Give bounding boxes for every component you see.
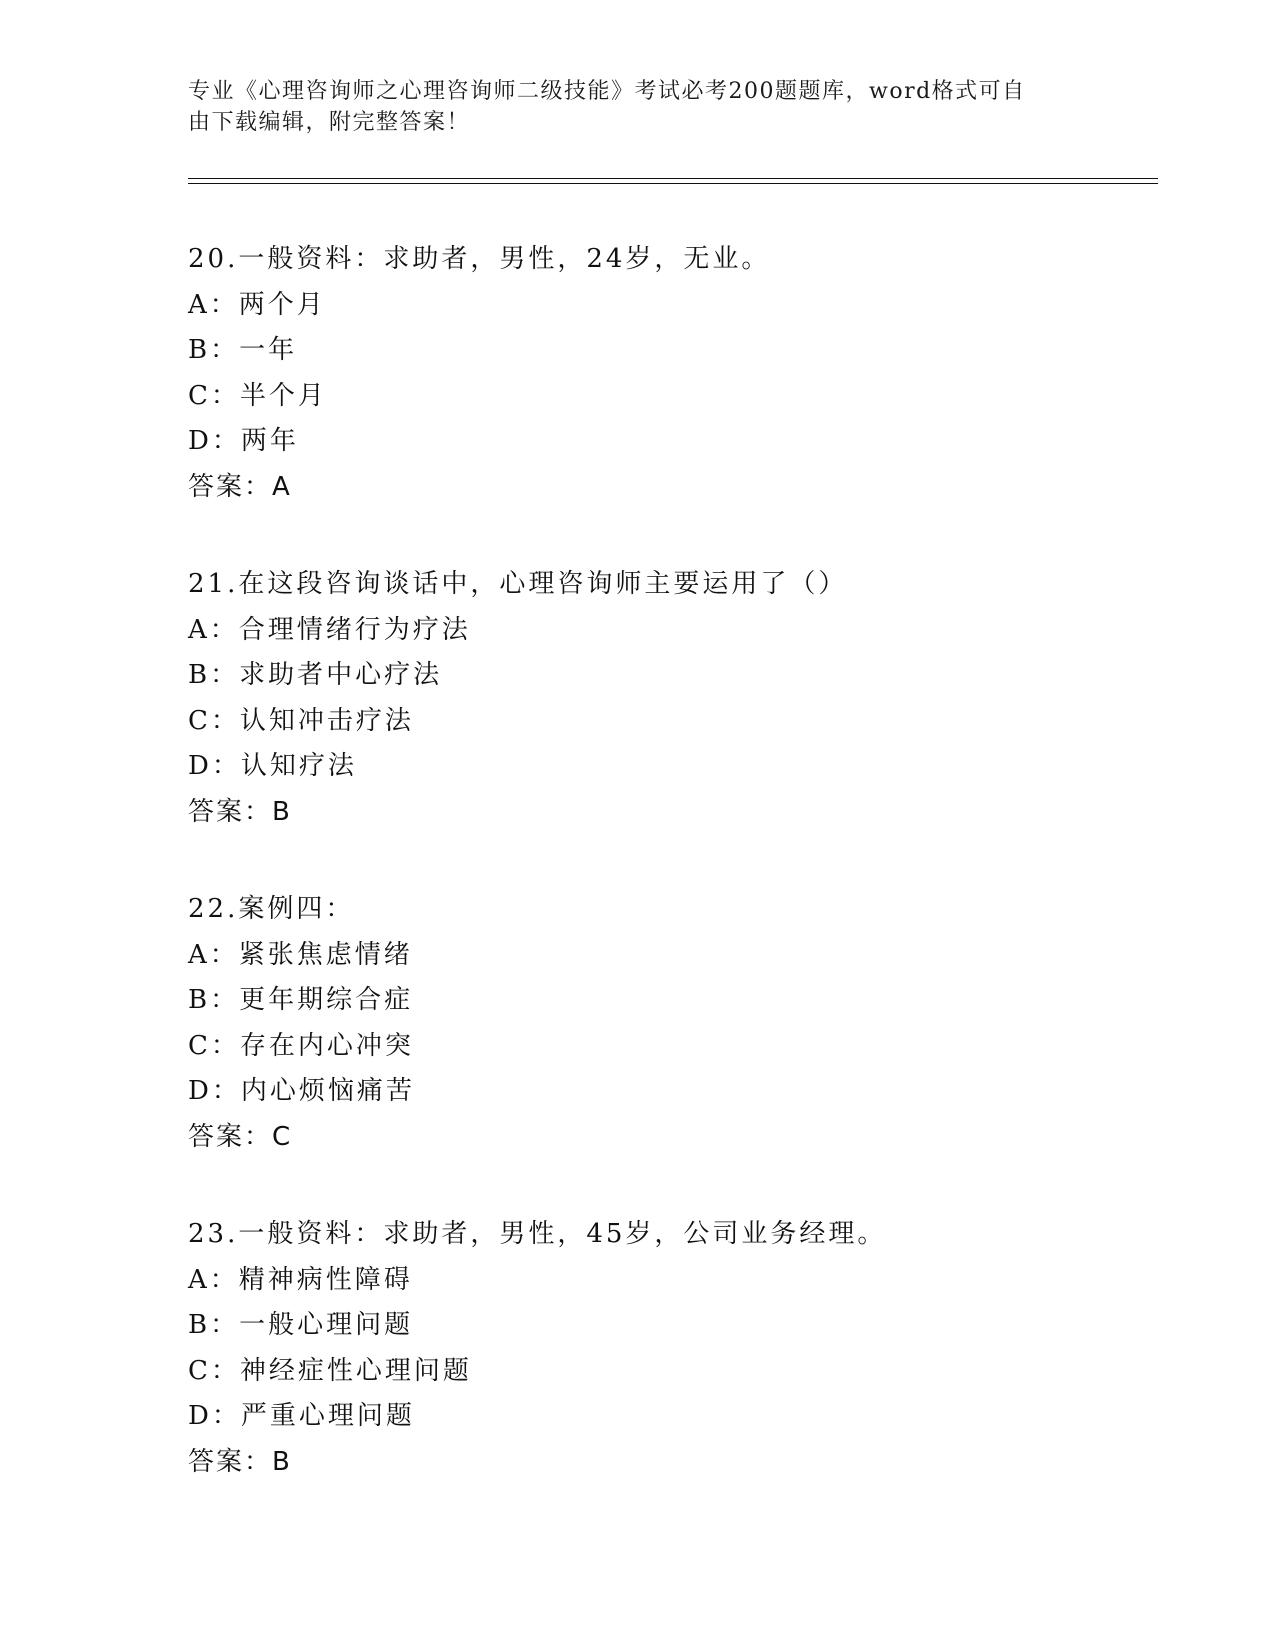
answer-line: 答案：B bbox=[188, 1446, 292, 1477]
option-a: A：紧张焦虑情绪 bbox=[188, 939, 413, 970]
header-divider-bottom bbox=[188, 183, 1158, 184]
answer-line: 答案：B bbox=[188, 796, 292, 827]
option-c: C：半个月 bbox=[188, 380, 327, 411]
header-divider-top bbox=[188, 178, 1158, 179]
question-stem: 20.一般资料：求助者，男性，24岁，无业。 bbox=[188, 244, 771, 274]
question-list bbox=[188, 237, 1148, 1485]
option-c: C：神经症性心理问题 bbox=[188, 1355, 472, 1386]
question-stem: 21.在这段咨询谈话中，心理咨询师主要运用了（） bbox=[188, 569, 848, 599]
header-line-1: 专业《心理咨询师之心理咨询师二级技能》考试必考200题题库，word格式可自 bbox=[188, 79, 1026, 104]
option-a: A：两个月 bbox=[188, 289, 326, 320]
answer-line: 答案：A bbox=[188, 471, 292, 502]
option-d: D：严重心理问题 bbox=[188, 1401, 415, 1431]
option-a: A：合理情绪行为疗法 bbox=[188, 614, 471, 645]
option-b: B：一年 bbox=[188, 335, 298, 365]
question-item bbox=[188, 887, 1148, 1160]
question-item bbox=[188, 237, 1148, 510]
option-b: B：求助者中心疗法 bbox=[188, 660, 443, 690]
option-c: C：认知冲击疗法 bbox=[188, 705, 414, 736]
option-b: B：一般心理问题 bbox=[188, 1310, 414, 1340]
option-c: C：存在内心冲突 bbox=[188, 1030, 414, 1061]
answer-line: 答案：C bbox=[188, 1121, 293, 1152]
question-stem: 23.一般资料：求助者，男性，45岁，公司业务经理。 bbox=[188, 1219, 887, 1249]
option-d: D：认知疗法 bbox=[188, 751, 357, 781]
header-line-2: 由下载编辑，附完整答案！ bbox=[188, 110, 471, 135]
document-header bbox=[188, 76, 1088, 138]
question-stem: 22.案例四： bbox=[188, 894, 355, 924]
question-item bbox=[188, 1212, 1148, 1485]
option-a: A：精神病性障碍 bbox=[188, 1264, 413, 1295]
option-d: D：内心烦恼痛苦 bbox=[188, 1076, 415, 1106]
option-d: D：两年 bbox=[188, 426, 299, 456]
question-item bbox=[188, 562, 1148, 835]
option-b: B：更年期综合症 bbox=[188, 985, 414, 1015]
